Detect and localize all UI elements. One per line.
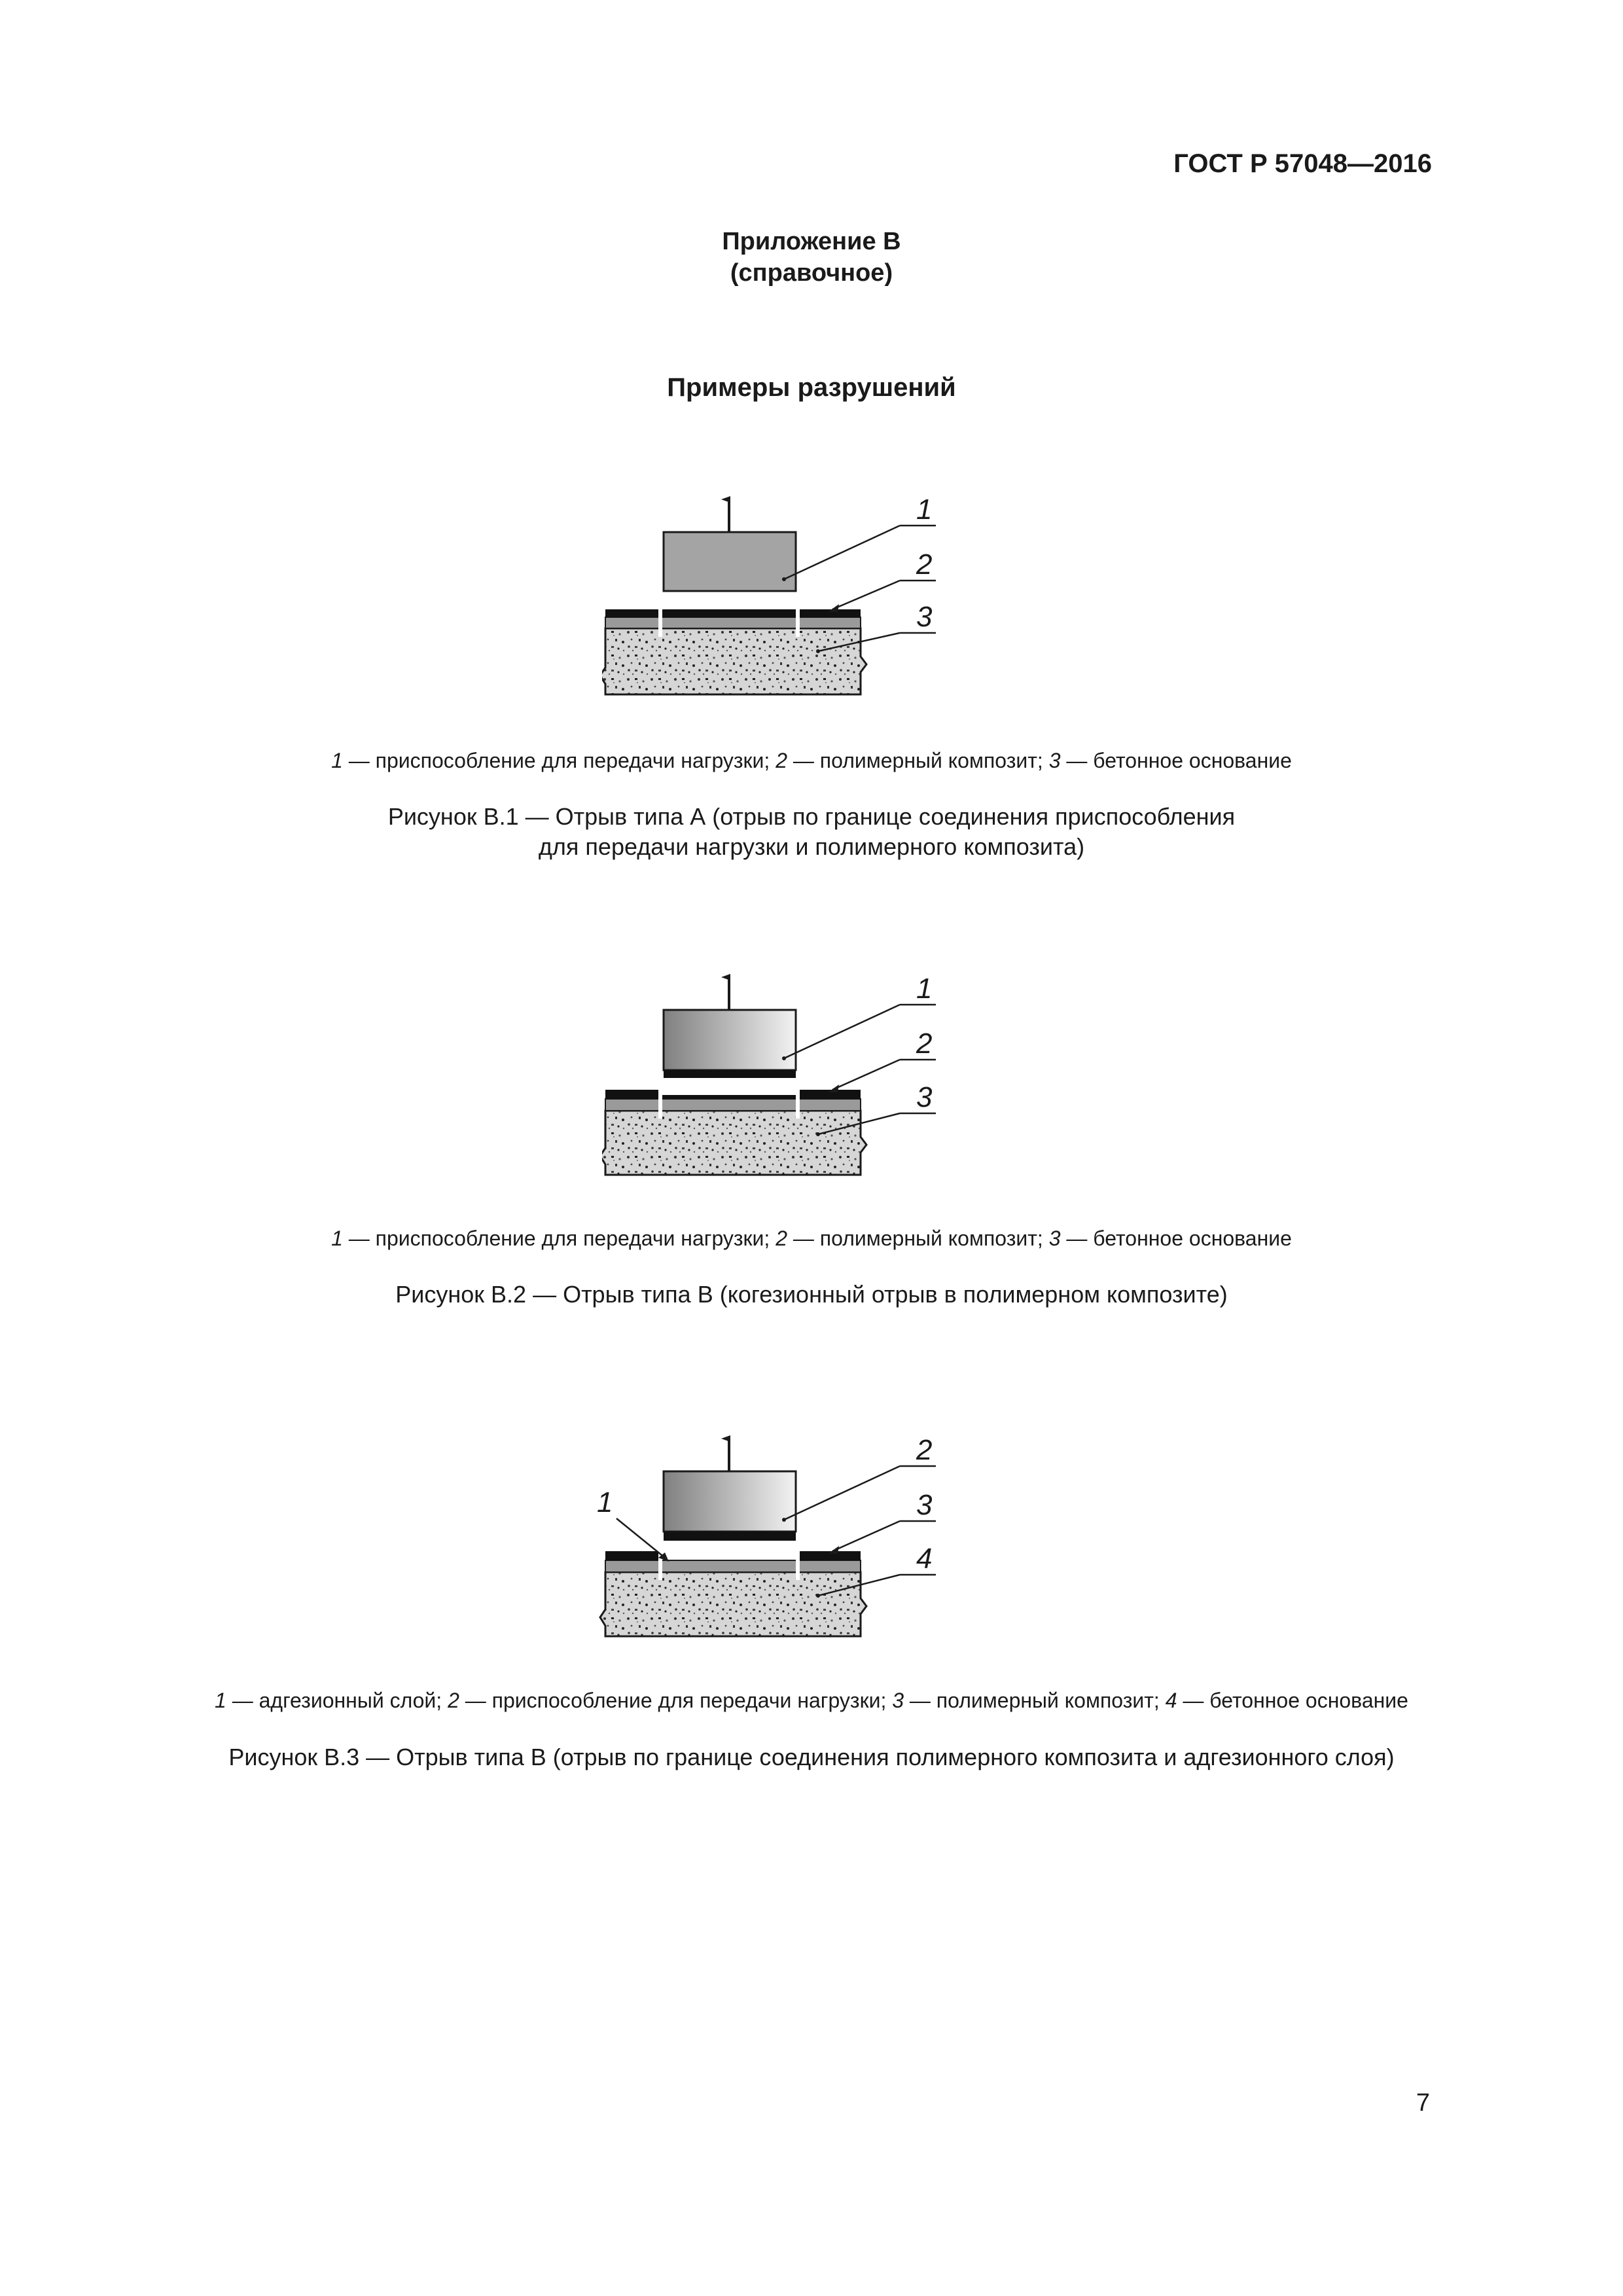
page-number: 7 (1416, 2089, 1430, 2117)
concrete-base (600, 1572, 866, 1636)
label-1: 1 (916, 493, 933, 526)
label-2: 2 (916, 1434, 933, 1466)
load-fixture (664, 532, 796, 591)
figure-1-legend: 1 — приспособление для передачи нагрузки; 2 — полимерный композит; 3 — бетонное основание (331, 749, 1292, 772)
label-3: 3 (916, 1081, 933, 1113)
figure-3-legend: 1 — адгезионный слой; 2 — приспособление для передачи нагрузки; 3 — полимерный композит; 4 — бетонное основание (215, 1689, 1408, 1712)
annex-heading (0, 226, 1623, 289)
figure-2-legend: 1 — приспособление для передачи нагрузки; 2 — полимерный композит; 3 — бетонное основание (331, 1227, 1292, 1250)
label-3: 3 (916, 601, 933, 633)
cut-left (658, 608, 662, 637)
figure-2-diagram (602, 965, 1060, 1181)
section-title: Примеры разрушений (667, 373, 956, 402)
label-1: 1 (597, 1486, 613, 1518)
annex-title: Приложение В (722, 228, 901, 255)
annex-subtitle: (справочное) (730, 259, 893, 287)
fixture-composite-residue (664, 1532, 796, 1541)
composite-black-left (605, 1551, 660, 1560)
fixture-composite-residue (664, 1070, 796, 1078)
load-fixture (664, 1010, 796, 1070)
load-fixture (664, 1471, 796, 1532)
label-2: 2 (916, 1028, 933, 1060)
composite-black-center (662, 1095, 796, 1099)
document-number: ГОСТ Р 57048—2016 (1173, 149, 1432, 178)
cut-right (796, 1088, 800, 1119)
composite-grey-layer (605, 617, 861, 628)
figure-1-caption: Рисунок В.1 — Отрыв типа А (отрыв по границе соединения приспособления для передачи нагрузки и полимерного композита) (387, 803, 1236, 860)
label-4: 4 (916, 1543, 933, 1575)
concrete-base (602, 1111, 866, 1175)
cut-right (796, 1550, 800, 1580)
cut-right (796, 608, 800, 637)
composite-black-layer (605, 609, 861, 617)
label-2: 2 (916, 548, 933, 581)
adhesive-layer (605, 1560, 861, 1572)
composite-grey-layer (605, 1099, 861, 1111)
composite-black-right (798, 1090, 861, 1099)
figure-1-diagram (602, 488, 1060, 704)
figure-3-caption: Рисунок В.3 — Отрыв типа В (отрыв по границе соединения полимерного композита и адгезионного слоя) (228, 1744, 1395, 1770)
figure-3-diagram (563, 1427, 1060, 1643)
concrete-base (602, 628, 866, 694)
label-1: 1 (916, 973, 933, 1005)
composite-black-right (798, 1551, 861, 1560)
cut-left (658, 1088, 662, 1119)
composite-black-left (605, 1090, 660, 1099)
label-3: 3 (916, 1489, 933, 1521)
figure-2-caption: Рисунок В.2 — Отрыв типа В (когезионный отрыв в полимерном композите) (395, 1281, 1228, 1308)
